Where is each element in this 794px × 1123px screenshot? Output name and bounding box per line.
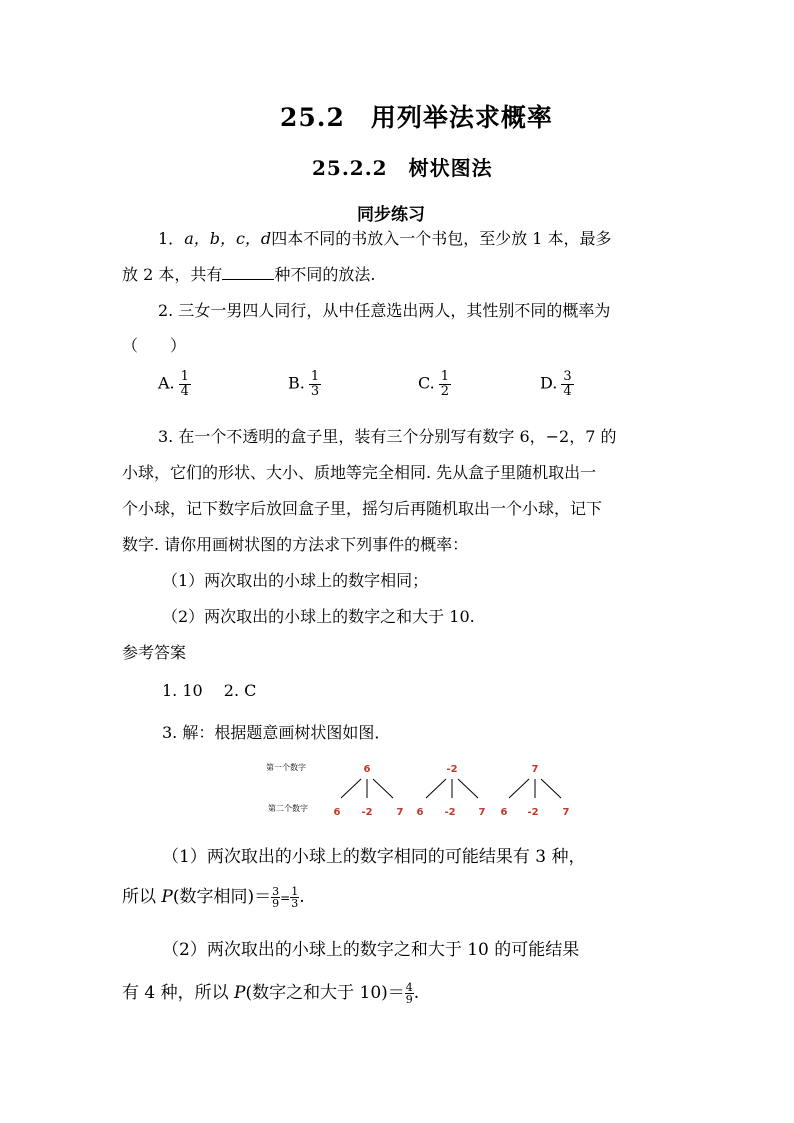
fraction-numerator: 1 bbox=[291, 885, 299, 898]
tree-branch bbox=[509, 779, 529, 798]
answer-part-2-line-1: （2）两次取出的小球上的数字之和大于 10 的可能结果 bbox=[162, 940, 580, 960]
tree-second-node: 6 bbox=[416, 807, 424, 818]
tree-second-node: -2 bbox=[444, 807, 456, 818]
option-b bbox=[288, 370, 321, 398]
question-3-part-2: （2）两次取出的小球上的数字之和大于 10. bbox=[162, 607, 475, 626]
q1-text: 四本不同的书放入一个书包，至少放 1 本，最多 bbox=[271, 229, 612, 248]
option-d-label: D. bbox=[540, 373, 558, 393]
question-3-part-1: （1）两次取出的小球上的数字相同； bbox=[162, 571, 429, 590]
period: . bbox=[299, 887, 305, 907]
tree-first-node-3: 7 bbox=[531, 764, 539, 775]
option-d-denominator: 4 bbox=[563, 383, 572, 399]
tree-second-node: 6 bbox=[500, 807, 508, 818]
answer-part-1-line-2 bbox=[122, 882, 305, 909]
question-3-line-2: 小球，它们的形状、大小、质地等完全相同. 先从盒子里随机取出一 bbox=[122, 463, 597, 482]
answer-part-1-prefix: 所以 bbox=[122, 887, 156, 907]
answer-part-2-line-2 bbox=[122, 978, 419, 1005]
tree-second-node: 6 bbox=[333, 807, 341, 818]
tree-second-node: 7 bbox=[562, 807, 570, 818]
question-3-line-1: 3. 在一个不透明的盒子里，装有三个分别写有数字 6，−2，7 的 bbox=[158, 427, 617, 446]
option-a bbox=[158, 370, 191, 398]
option-c-numerator: 1 bbox=[440, 369, 450, 384]
fraction-denominator: 9 bbox=[405, 993, 413, 1006]
fraction-numerator: 3 bbox=[272, 885, 280, 898]
answers-line-1: 1. 10 2. C bbox=[162, 681, 257, 700]
option-c-label: C. bbox=[418, 373, 435, 393]
exercise-heading: 同步练习 bbox=[357, 205, 425, 225]
tree-second-node: -2 bbox=[361, 807, 373, 818]
option-d-numerator: 3 bbox=[563, 369, 572, 384]
answer-part-2-expression: (数字之和大于 10)＝ bbox=[245, 983, 405, 1003]
tree-branch bbox=[541, 779, 561, 798]
answer-part-1-expression: (数字相同)＝ bbox=[172, 887, 272, 907]
page-title: 25.2 用列举法求概率 bbox=[280, 103, 553, 132]
option-c-denominator: 2 bbox=[440, 383, 450, 399]
tree-second-node: 7 bbox=[396, 807, 404, 818]
tree-label-second: 第二个数字 bbox=[268, 804, 308, 813]
option-a-denominator: 4 bbox=[180, 383, 189, 399]
tree-second-node: 7 bbox=[478, 807, 486, 818]
option-d-fraction bbox=[561, 370, 573, 398]
q1-number: 1． bbox=[158, 229, 185, 248]
option-b-numerator: 1 bbox=[310, 369, 320, 384]
fraction-numerator: 4 bbox=[405, 981, 413, 994]
fraction-three-ninths bbox=[271, 886, 280, 909]
probability-symbol: P bbox=[234, 983, 246, 1003]
option-b-denominator: 3 bbox=[310, 383, 320, 399]
tree-branch bbox=[373, 779, 393, 798]
answer-blank bbox=[222, 265, 274, 280]
q1-text-start: 放 2 本，共有 bbox=[122, 265, 223, 284]
tree-branch bbox=[426, 779, 446, 798]
option-c bbox=[418, 370, 451, 398]
question-1-line-1 bbox=[158, 226, 612, 249]
fraction-four-ninths bbox=[405, 982, 414, 1005]
option-b-fraction bbox=[309, 370, 321, 398]
answers-heading: 参考答案 bbox=[122, 643, 187, 662]
answer-part-1-line-1: （1）两次取出的小球上的数字相同的可能结果有 3 种， bbox=[162, 847, 586, 867]
tree-label-first: 第一个数字 bbox=[266, 763, 306, 772]
option-b-label: B. bbox=[288, 373, 305, 393]
q1-text-end: 种不同的放法. bbox=[274, 265, 376, 284]
tree-branch bbox=[458, 779, 478, 798]
answer-part-2-prefix: 有 4 种，所以 bbox=[122, 983, 229, 1003]
question-2-line-2: （ ） bbox=[122, 336, 187, 355]
tree-second-node: -2 bbox=[527, 807, 539, 818]
period: . bbox=[413, 983, 420, 1003]
q1-variables: a，b，c，d bbox=[184, 229, 272, 248]
option-a-numerator: 1 bbox=[180, 369, 189, 384]
equals-sign: = bbox=[280, 891, 291, 905]
option-c-fraction bbox=[439, 370, 451, 398]
question-3-line-4: 数字. 请你用画树状图的方法求下列事件的概率： bbox=[122, 535, 469, 554]
question-1-line-2 bbox=[122, 262, 375, 285]
fraction-one-third bbox=[290, 886, 299, 909]
tree-first-node-1: 6 bbox=[363, 764, 371, 775]
tree-diagram bbox=[260, 755, 600, 825]
question-3-line-3: 个小球，记下数字后放回盒子里，摇匀后再随机取出一个小球，记下 bbox=[122, 499, 603, 518]
option-a-label: A. bbox=[158, 373, 175, 393]
section-subtitle: 25.2.2 树状图法 bbox=[312, 156, 493, 180]
tree-first-node-2: -2 bbox=[446, 764, 458, 775]
tree-branch bbox=[341, 779, 361, 798]
option-a-fraction bbox=[179, 370, 191, 398]
tree-branches bbox=[341, 779, 561, 798]
fraction-denominator: 3 bbox=[291, 897, 299, 910]
probability-symbol: P bbox=[161, 887, 173, 907]
question-2-line-1: 2. 三女一男四人同行，从中任意选出两人，其性别不同的概率为 bbox=[158, 301, 611, 320]
option-d bbox=[540, 370, 574, 398]
fraction-denominator: 9 bbox=[272, 897, 280, 910]
answers-line-2: 3. 解：根据题意画树状图如图． bbox=[162, 723, 391, 742]
